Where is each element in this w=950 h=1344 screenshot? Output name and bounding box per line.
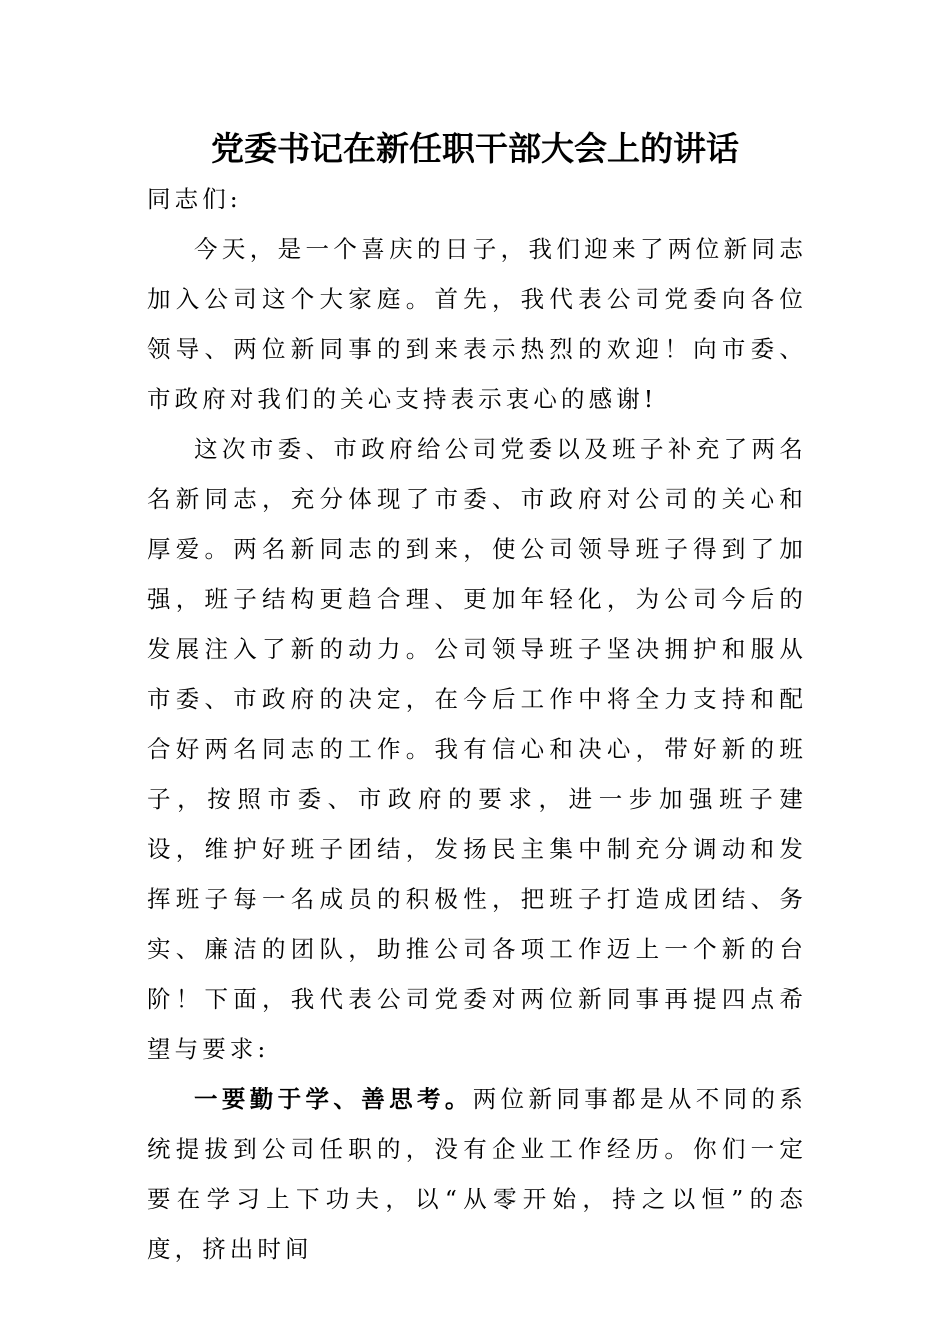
point-one-text: 两位新同事都是从不同的系统提拔到公司任职的，没有企业工作经历。你们一定要在学习上下功夫，以“从零开始，持之以恒”的态度，挤出时间 — [147, 1085, 808, 1263]
document-title: 党委书记在新任职干部大会上的讲话 — [211, 129, 739, 168]
salutation: 同志们: — [147, 185, 242, 213]
paragraph-point-one — [147, 1074, 807, 1274]
paragraph-welcome: 今天，是一个喜庆的日子，我们迎来了两位新同志加入公司这个大家庭。首先，我代表公司党委向各位领导、两位新同事的到来表示热烈的欢迎！向市委、市政府对我们的关心支持表示衷心的感谢! — [147, 235, 807, 413]
point-one-heading: 一要勤于学、善思考。 — [194, 1085, 473, 1113]
paragraph-team: 这次市委、市政府给公司党委以及班子补充了两名名新同志，充分体现了市委、市政府对公司的关心和厚爱。两名新同志的到来，使公司领导班子得到了加强，班子结构更趋合理、更加年轻化，为公司今后的发展注入了新的动力。公司领导班子坚决拥护和服从市委、市政府的决定，在今后工作中将全力支持和配合好两名同志的工作。我有信心和决心，带好新的班子，按照市委、市政府的要求，进一步加强班子建设，维护好班子团结，发扬民主集中制充分调动和发挥班子每一名成员的积极性，把班子打造成团结、务实、廉洁的团队，助推公司各项工作迈上一个新的台阶！下面，我代表公司党委对两位新同事再提四点希望与要求: — [147, 435, 807, 1063]
document-body — [147, 174, 807, 1274]
